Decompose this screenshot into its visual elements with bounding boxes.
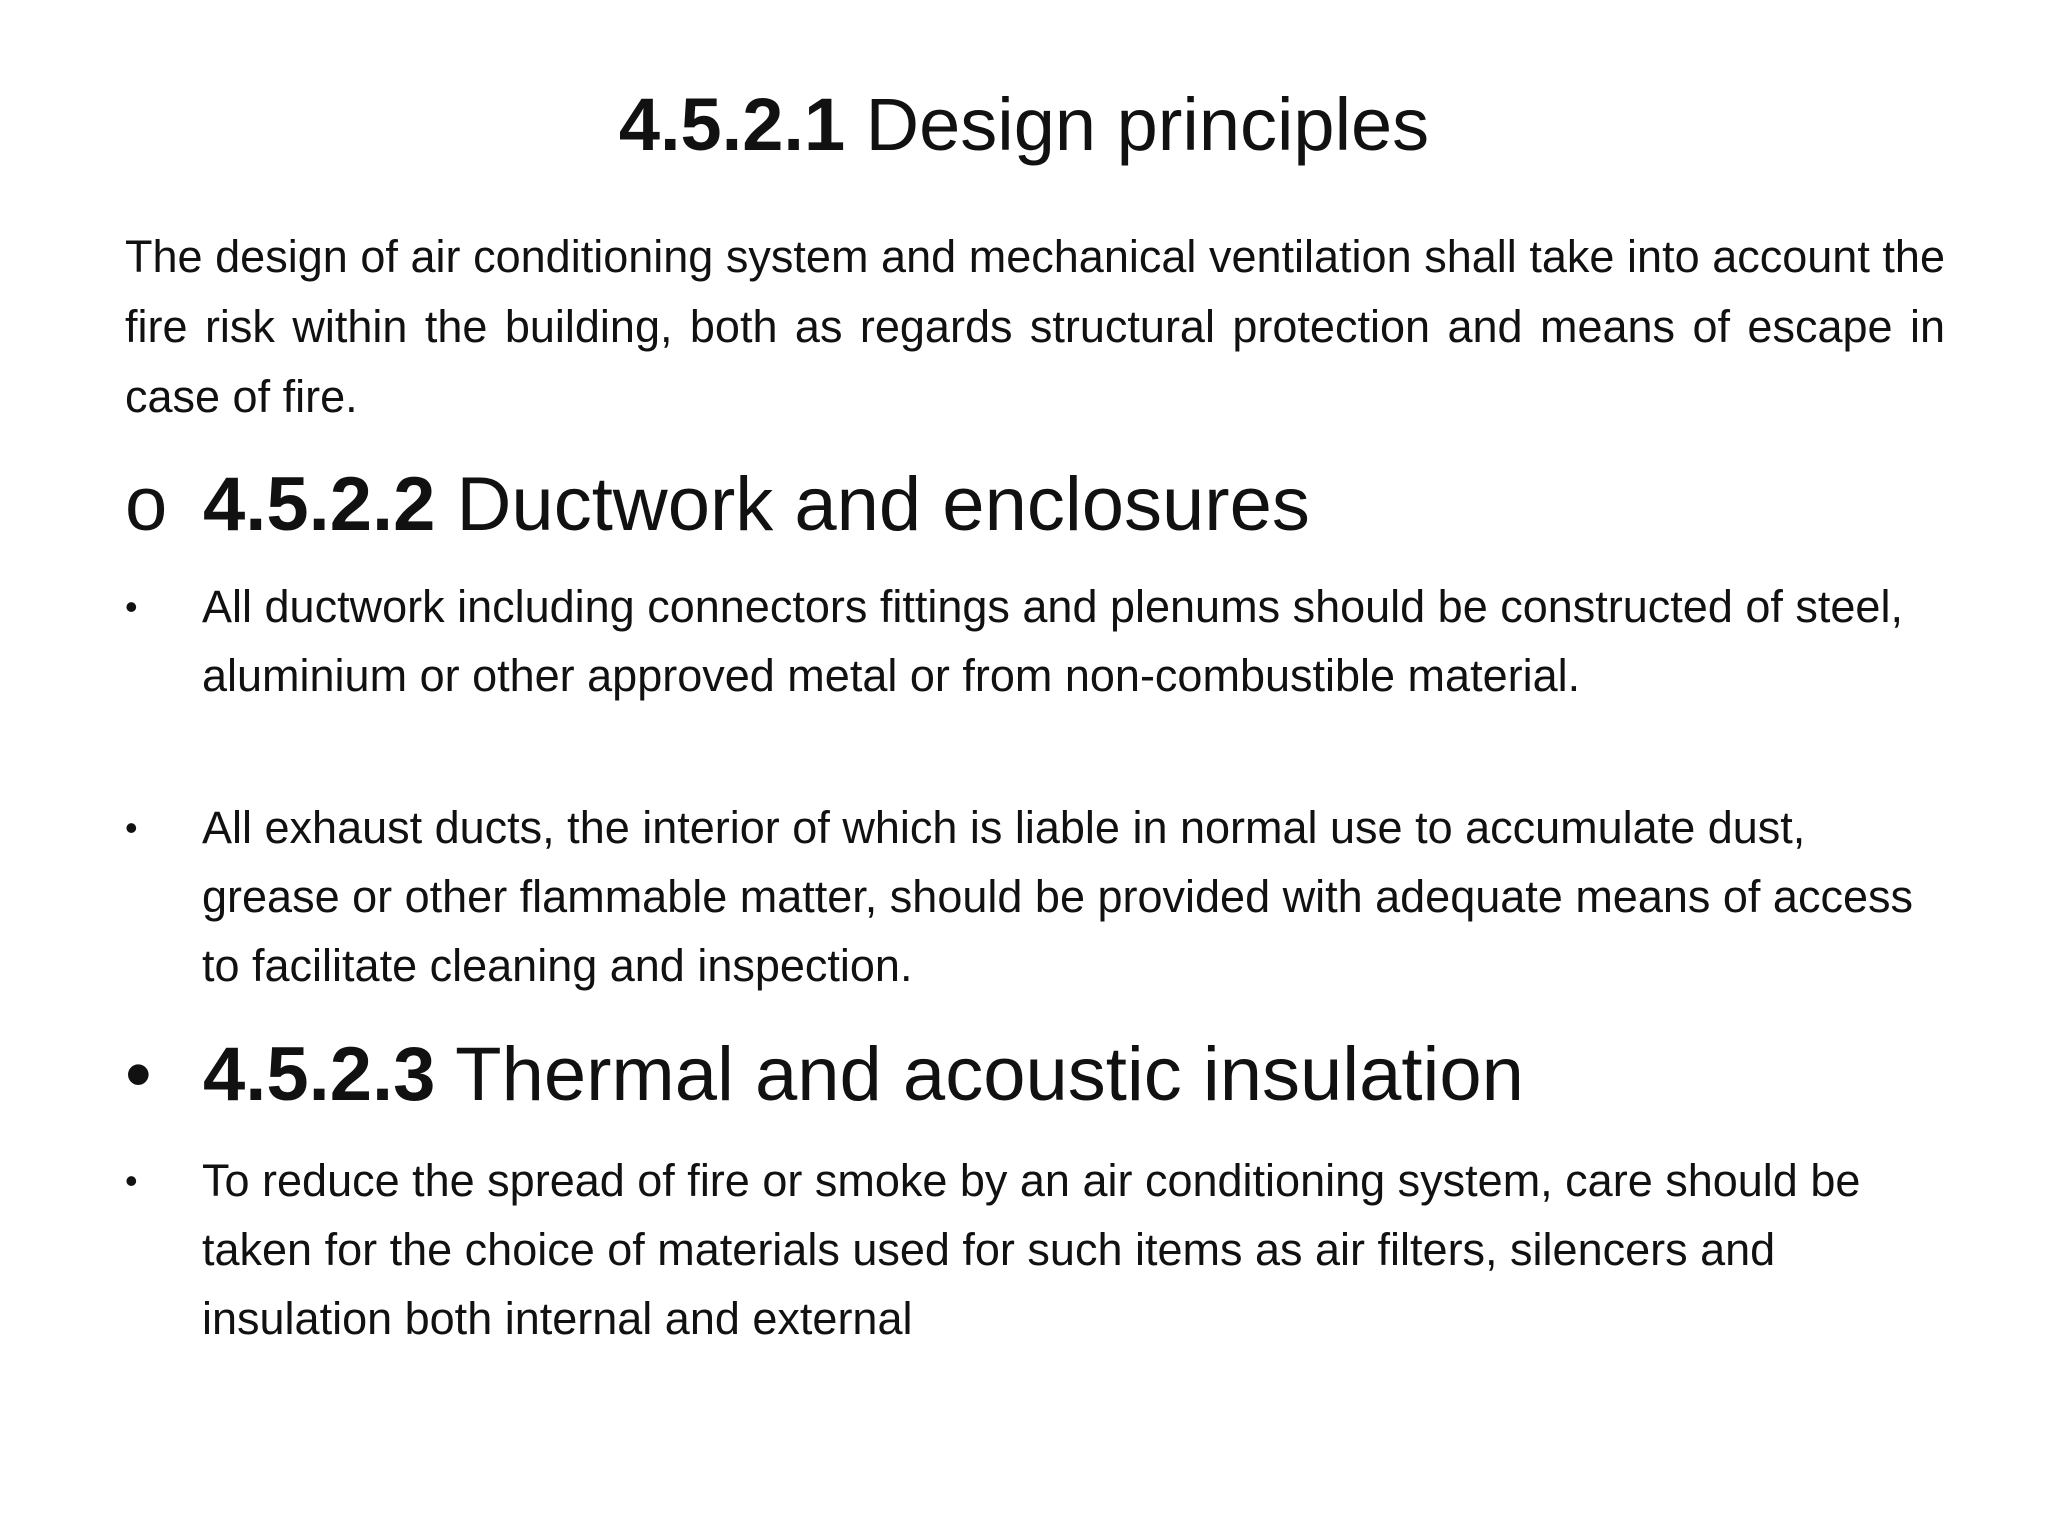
section-title: Thermal and acoustic insulation (435, 1032, 1524, 1117)
bullet-marker: • (125, 1160, 138, 1201)
intro-paragraph: The design of air conditioning system and mechanical ventilation shall take into account the fire risk within the building, both as regards structural protection and means of escape in case of fire. (125, 231, 1945, 422)
heading-marker: • (125, 1032, 152, 1117)
bullet-text: To reduce the spread of fire or smoke by an air conditioning system, care should be taken for the choice of materials used for such items as air filters, silencers and insulation both internal and external (202, 1155, 1861, 1344)
title-text: Design principles (845, 83, 1430, 166)
section-heading-insulation (125, 1030, 2005, 1120)
heading-marker: o (125, 462, 168, 547)
bullet-text: All ductwork including connectors fittings and plenums should be constructed of steel, aluminium or other approved metal or from non-combustible material. (202, 581, 1903, 701)
title-number: 4.5.2.1 (618, 83, 846, 166)
section-number: 4.5.2.3 (203, 1032, 436, 1117)
section-number: 4.5.2.2 (203, 462, 436, 547)
bullet-marker: • (125, 807, 138, 848)
bullet-marker: • (125, 586, 138, 627)
bullet-text: All exhaust ducts, the interior of which is liable in normal use to accumulate dust, grease or other flammable matter, should be provided with adequate means of access to facilitate cleaning and inspection. (202, 802, 1913, 991)
slide-title (0, 80, 2048, 170)
section-title: Ductwork and enclosures (435, 462, 1310, 547)
section-heading-ductwork (125, 460, 2005, 550)
